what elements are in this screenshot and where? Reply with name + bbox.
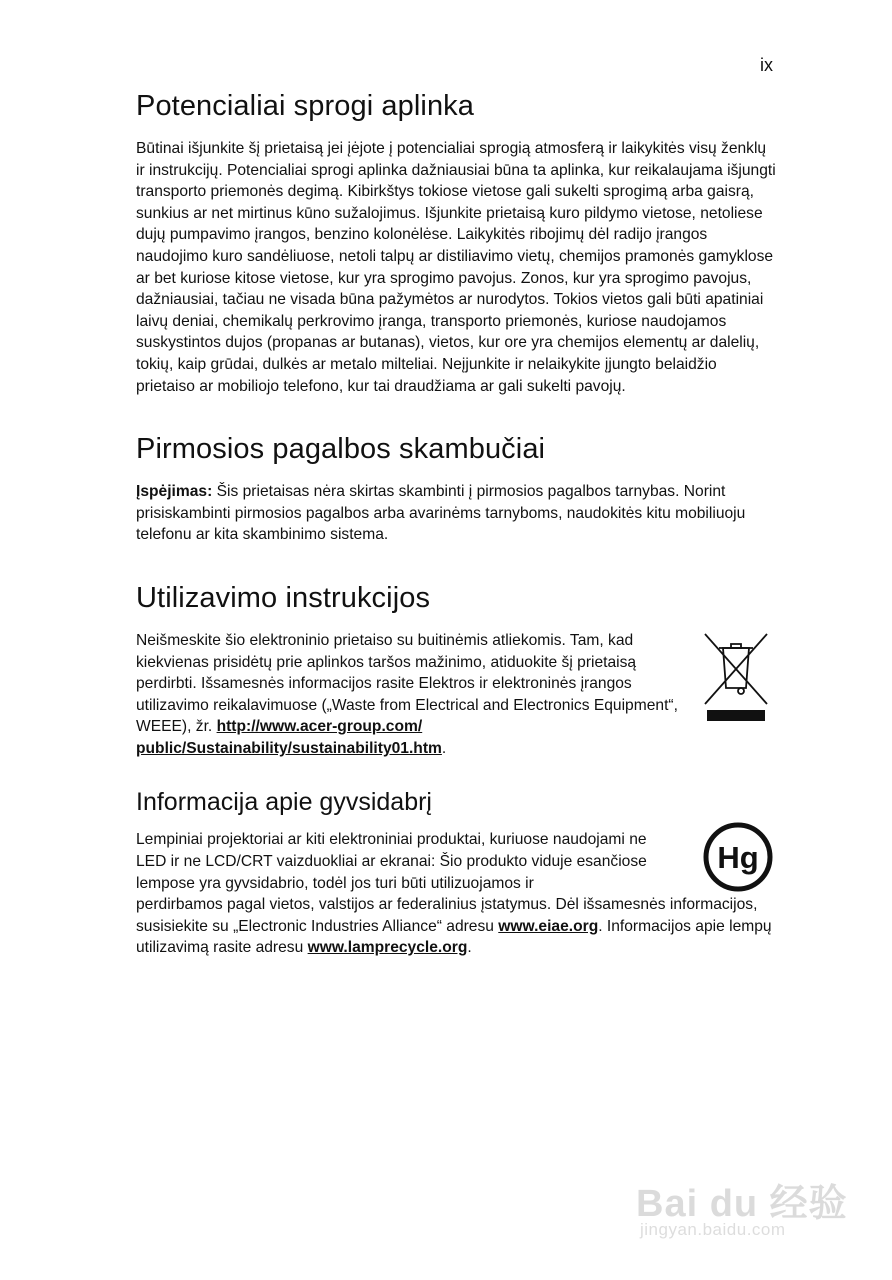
section-title: Pirmosios pagalbos skambučiai xyxy=(136,433,546,466)
mercury-content xyxy=(136,829,776,959)
warning-label: Įspėjimas: xyxy=(136,483,213,501)
section-emergency-calls xyxy=(136,431,776,546)
disposal-text: Neišmeskite šio elektroninio prietaiso su buitinėmis atliekomis. Tam, kad kiekvienas prisidėtų prie aplinkos taršos mažinimo, atiduokite šį prietaisą perdirbti. Išsamesnės informacijos rasite Elektros ir elektroninės įrangos utilizavimo reikalavimuose („Waste from Electrical and Electronics Equipment“, WEEE), žr. xyxy=(136,631,678,736)
section-body-continued xyxy=(136,894,776,959)
section-mercury xyxy=(136,787,776,959)
watermark-main-text: Bai du 经验 xyxy=(636,1183,848,1225)
section-disposal xyxy=(136,580,776,760)
sentence-end: . xyxy=(467,939,472,957)
section-body: Būtinai išjunkite šį prietaisą jei įėjote į potencialiai sprogią atmosferą ir laikykitės visų ženklų ir instrukcijų. Potencialiai sprogi aplinka dažniausiai būna ta aplinka, kur reikalaujama išjungti transporto priemonės degimą. Kibirkštys tokiose vietose gali sukelti sprogimą arba gaisrą, sunkius ar net mirtinus kūno sužalojimus. Išjunkite prietaisą kuro pildymo vietose, netoliese dujų pumpavimo įrangos, benzino kolonėlėse. Laikykitės ribojimų dėl radijo įrangos naudojimo kuro sandėliuose, netoli talpų ar distiliavimo vietų, chemijos pramonės gamyklose ar bet kuriose kitose vietose, kur yra sprogimo pavojus. Zonos, kur yra sprogimo pavojus, dažniausiai, tačiau ne visada būna pažymėtos ar nurodytos. Tokios vietos gali būti apatiniai laivų deniai, chemikalų perkrovimo įranga, transporto priemonės, kuriose naudojamos suskystintos dujos (propanas ar butanas), vietos, kur ore yra chemijos elementų ar dalelių, tokių, kaip grūdai, dulkės ar metalo milteliai. Neįjunkite ir nelaikykite įjungto belaidžio prietaiso ar mobiliojo telefono, kur tai draudžiama ar gali sukelti pavojų. xyxy=(136,140,776,395)
mercury-text-middle: . Informacijos apie lempų utilizavimą rasite adresu xyxy=(136,917,772,957)
sentence-end: . xyxy=(441,739,447,757)
section-body: Lempiniai projektoriai ar kiti elektroniniai produktai, kuriuose naudojami ne LED ir ne LCD/CRT vaizduokliai ar ekranai: Šio produkto viduje esančiose lempose yra gyvsidabrio, todėl jos turi būti utilizuojamos ir xyxy=(136,831,647,892)
section-title: Potencialiai sprogi aplinka xyxy=(136,90,475,122)
weee-crossed-bin-icon xyxy=(701,630,771,722)
section-title: Informacija apie gyvsidabrį xyxy=(136,788,432,817)
page-content xyxy=(136,88,776,959)
watermark-url: jingyan.baidu.com xyxy=(640,1220,786,1239)
page-number: ix xyxy=(760,55,773,75)
eiae-link[interactable]: www.eiae.org xyxy=(498,917,599,935)
section-explosive-atmosphere xyxy=(136,88,776,397)
hg-symbol-text: Hg xyxy=(717,840,759,876)
warning-text: Šis prietaisas nėra skirtas skambinti į pirmosios pagalbos tarnybas. Norint prisiskambinti pirmosios pagalbos arba avarinėms tarnyboms, naudokitės kitu mobiliuoju telefonu ar kita skambinimo sistema. xyxy=(136,483,746,544)
mercury-text: perdirbamos pagal vietos, valstijos ar federalinius įstatymus. Dėl išsamesnės informacijos, susisiekite su „Electronic Industries Alliance“ adresu xyxy=(136,896,758,935)
disposal-content xyxy=(136,630,776,760)
lamprecycle-link[interactable]: www.lamprecycle.org xyxy=(307,939,468,957)
baidu-jingyan-watermark xyxy=(632,1150,862,1260)
mercury-hg-icon xyxy=(702,821,774,893)
section-body xyxy=(136,630,681,760)
section-body xyxy=(136,481,776,546)
acer-sustainability-link[interactable]: http://www.acer-group.com/ public/Sustainability/sustainability01.htm xyxy=(136,718,442,757)
section-title: Utilizavimo instrukcijos xyxy=(136,581,431,614)
